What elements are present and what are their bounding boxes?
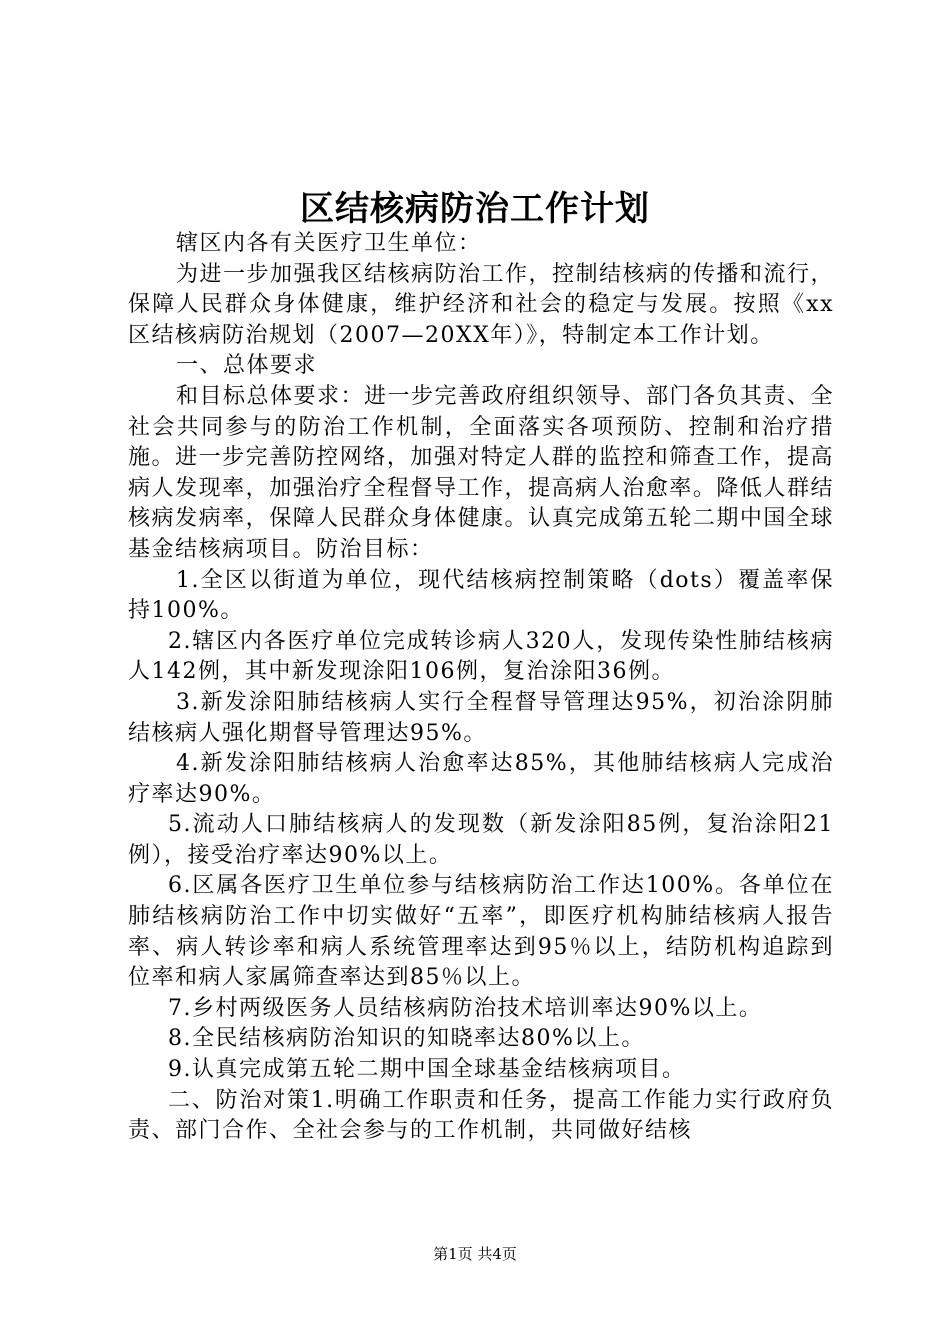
document-title: 区结核病防治工作计划	[300, 189, 650, 229]
goal-item-2: 2.辖区内各医疗单位完成转诊病人320人，发现传染性肺结核病人142例，其中新发现涂阳106例，复治涂阳36例。	[128, 628, 834, 685]
goal-item-5: 5.流动人口肺结核病人的发现数（新发涂阳85例，复治涂阳21例），接受治疗率达90%以上。	[128, 812, 834, 868]
page-footer: 第1页 共4页	[433, 1245, 517, 1263]
goal-item-7: 7.乡村两级医务人员结核病防治技术培训率达90%以上。	[168, 995, 763, 1021]
paragraph-intro: 为进一步加强我区结核病防治工作，控制结核病的传播和流行，保障人民群众身体健康，维护经济和社会的稳定与发展。按照《xx区结核病防治规划（2007—20XX年）》，特制定本工作计划。	[128, 261, 835, 348]
goal-item-9: 9.认真完成第五轮二期中国全球基金结核病项目。	[168, 1057, 686, 1083]
paragraph-requirements: 和目标总体要求：进一步完善政府组织领导、部门各负其责、全社会共同参与的防治工作机制，全面落实各项预防、控制和治疗措施。进一步完善防控网络，加强对特定人群的监控和筛查工作，提高病人发现率，加强治疗全程督导工作，提高病人治愈率。降低人群结核病发病率，保障人民群众身体健康。认真完成第五轮二期中国全球基金结核病项目。防治目标：	[128, 383, 835, 562]
salutation: 辖区内各有关医疗卫生单位：	[176, 231, 482, 256]
goal-item-4: 4.新发涂阳肺结核病人治愈率达85%，其他肺结核病人完成治疗率达90%。	[128, 751, 834, 807]
section-heading-2: 二、防治对策1.明确工作职责和任务，提高工作能力实行政府负责、部门合作、全社会参与的工作机制，共同做好结核	[128, 1087, 834, 1144]
goal-item-3: 3.新发涂阳肺结核病人实行全程督导管理达95%，初治涂阴肺结核病人强化期督导管理达95%。	[128, 689, 834, 746]
goal-item-1: 1.全区以街道为单位，现代结核病控制策略（dots）覆盖率保持100%。	[128, 567, 834, 624]
goal-item-8: 8.全民结核病防治知识的知晓率达80%以上。	[168, 1026, 645, 1052]
section-heading-1: 一、总体要求	[176, 353, 318, 379]
document-body	[128, 229, 834, 1147]
goal-item-6: 6.区属各医疗卫生单位参与结核病防治工作达100%。各单位在肺结核病防治工作中切实做好“五率”，即医疗机构肺结核病人报告率、病人转诊率和病人系统管理率达到95％以上，结防机构追踪到位率和病人家属筛查率达到85％以上。	[128, 873, 834, 991]
